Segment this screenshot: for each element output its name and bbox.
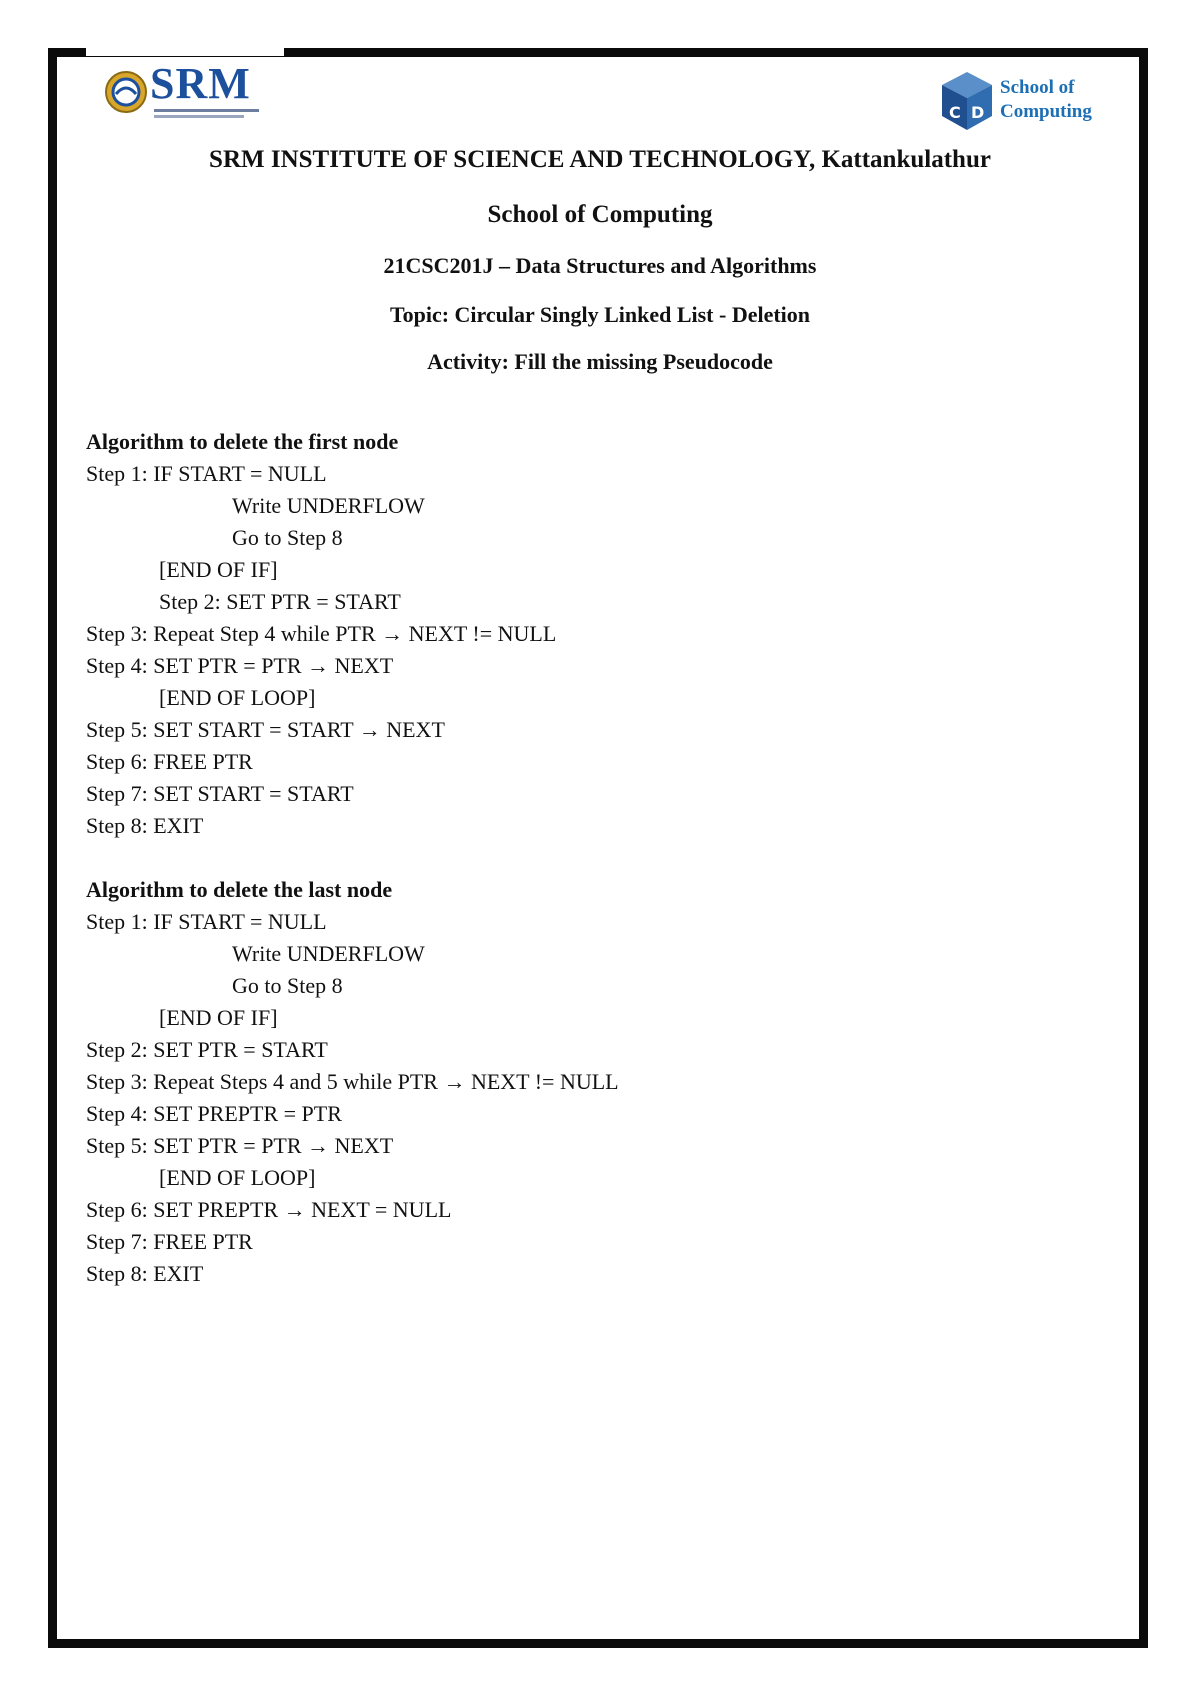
pseudocode-line: Step 1: IF START = NULL [86, 909, 327, 934]
pseudocode-lines [86, 458, 1086, 842]
logo-line-2: Computing [1000, 101, 1092, 122]
algorithm-title: Algorithm to delete the last node [86, 877, 393, 902]
algorithm-delete-last [86, 874, 1086, 1290]
pseudocode-line: Step 5: SET PTR = PTR → NEXT [86, 1133, 394, 1158]
pseudocode-line: Step 3: Repeat Step 4 while PTR → NEXT != NULL [86, 621, 557, 646]
pseudocode-line: Step 4: SET PREPTR = PTR [86, 1101, 342, 1126]
svg-text:C: C [949, 103, 961, 122]
pseudocode-line: Go to Step 8 [232, 525, 343, 550]
page-border [48, 48, 1148, 1648]
pseudocode-line: Step 2: SET PTR = START [86, 1037, 328, 1062]
school-of-computing-logo-text [1000, 76, 1092, 124]
pseudocode-line: Step 6: FREE PTR [86, 749, 253, 774]
pseudocode-line: Write UNDERFLOW [232, 941, 425, 966]
algorithm-title: Algorithm to delete the first node [86, 429, 399, 454]
algorithm-delete-first [86, 426, 1086, 842]
pseudocode-line: [END OF LOOP] [159, 1165, 316, 1190]
school-heading: School of Computing [487, 201, 713, 228]
svg-text:D: D [971, 103, 985, 122]
pseudocode-line: Step 3: Repeat Steps 4 and 5 while PTR → NEXT != NULL [86, 1069, 619, 1094]
pseudocode-line: Step 6: SET PREPTR → NEXT = NULL [86, 1197, 452, 1222]
srm-logo-tagline-line [154, 109, 259, 112]
pseudocode-line: Step 4: SET PTR = PTR → NEXT [86, 653, 394, 678]
pseudocode-line: Step 8: EXIT [86, 813, 204, 838]
pseudocode-line: [END OF IF] [159, 1005, 278, 1030]
pseudocode-line: Step 7: SET START = START [86, 781, 354, 806]
pseudocode-line: Step 2: SET PTR = START [159, 589, 401, 614]
srm-logo-text: SRM [150, 59, 251, 108]
pseudocode-line: Write UNDERFLOW [232, 493, 425, 518]
border-gap [86, 44, 284, 56]
pseudocode-line: Go to Step 8 [232, 973, 343, 998]
srm-logo [104, 59, 264, 122]
pseudocode-line: Step 1: IF START = NULL [86, 461, 327, 486]
pseudocode-line: Step 8: EXIT [86, 1261, 204, 1286]
pseudocode-lines [86, 906, 1086, 1290]
course-heading: 21CSC201J – Data Structures and Algorithms [383, 253, 817, 278]
srm-seal-icon [104, 70, 148, 114]
school-of-computing-logo [940, 70, 1100, 136]
pseudocode-line: [END OF LOOP] [159, 685, 316, 710]
cube-icon [940, 70, 994, 132]
srm-logo-tagline-line [154, 115, 244, 118]
pseudocode-line: [END OF IF] [159, 557, 278, 582]
pseudocode-line: Step 5: SET START = START → NEXT [86, 717, 445, 742]
institution-heading: SRM INSTITUTE OF SCIENCE AND TECHNOLOGY, Kattankulathur [209, 146, 991, 173]
activity-heading: Activity: Fill the missing Pseudocode [427, 349, 773, 374]
pseudocode-line: Step 7: FREE PTR [86, 1229, 253, 1254]
topic-heading: Topic: Circular Singly Linked List - Deletion [389, 302, 811, 327]
logo-line-1: School of [1000, 77, 1075, 98]
